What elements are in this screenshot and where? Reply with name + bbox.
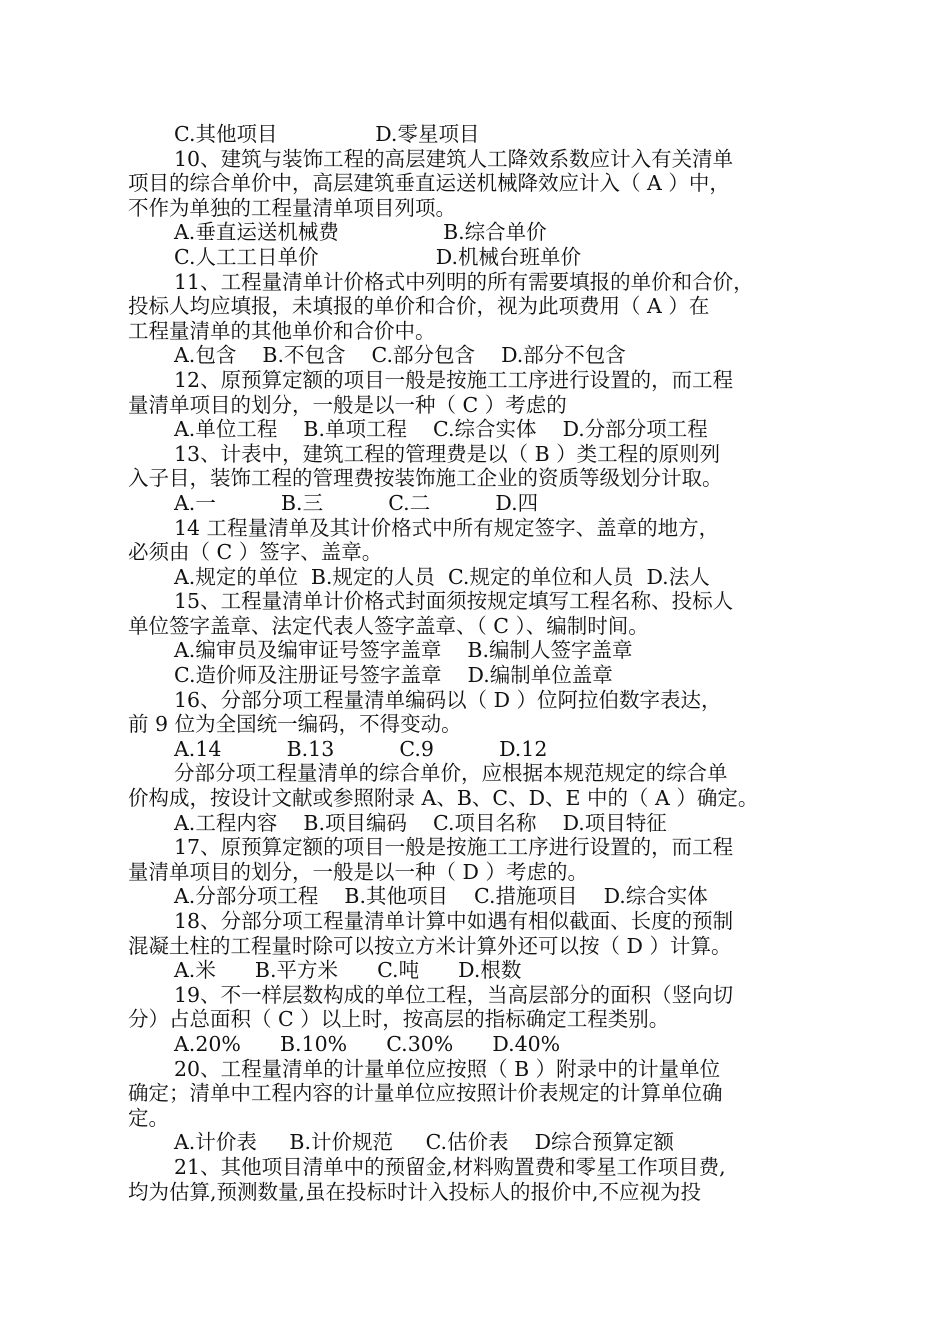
text-line: 17、原预算定额的项目一般是按施工工序进行设置的，而工程 xyxy=(174,835,734,860)
text-line: 10、建筑与装饰工程的高层建筑人工降效系数应计入有关清单 xyxy=(174,146,734,171)
text-line: 19、不一样层数构成的单位工程，当高层部分的面积（竖向切 xyxy=(174,982,734,1007)
text-line: 不作为单独的工程量清单项目列项。 xyxy=(128,195,456,220)
text-line: 14 工程量清单及其计价格式中所有规定签字、盖章的地方， xyxy=(174,515,720,540)
text-line: A.分部分项工程 B.其他项目 C.措施项目 D.综合实体 xyxy=(174,884,708,909)
text-line: A.一 B.三 C.二 D.四 xyxy=(174,490,539,515)
text-line: C.造价师及注册证号签字盖章 D.编制单位盖章 xyxy=(174,663,613,688)
text-line: 定。 xyxy=(128,1105,169,1130)
text-line: 混凝土柱的工程量时除可以按立方米计算外还可以按（ D ）计算。 xyxy=(128,933,732,958)
text-line: 价构成，按设计文献或参照附录 A、B、C、D、E 中的（ A ）确定。 xyxy=(128,786,759,811)
text-line: 必须由（ C ）签字、盖章。 xyxy=(128,540,383,565)
text-line: C.其他项目 D.零星项目 xyxy=(174,122,480,146)
text-line: A.计价表 B.计价规范 C.估价表 D综合预算定额 xyxy=(174,1130,675,1155)
text-line: A.20% B.10% C.30% D.40% xyxy=(174,1031,561,1056)
text-line: 量清单项目的划分，一般是以一种（ D ）考虑的。 xyxy=(128,859,588,884)
text-line: 11、工程量清单计价格式中列明的所有需要填报的单价和合价， xyxy=(174,269,754,294)
text-line: 21、其他项目清单中的预留金,材料购置费和零星工作项目费, xyxy=(174,1154,726,1179)
text-line: A.米 B.平方米 C.吨 D.根数 xyxy=(174,958,522,983)
text-line: C.人工工日单价 D.机械台班单价 xyxy=(174,244,581,269)
text-line: A.规定的单位 B.规定的人员 C.规定的单位和人员 D.法人 xyxy=(174,564,710,589)
text-line: 分）占总面积（ C ）以上时，按高层的指标确定工程类别。 xyxy=(128,1007,670,1032)
text-line: A.工程内容 B.项目编码 C.项目名称 D.项目特征 xyxy=(174,810,667,835)
text-line: 18、分部分项工程量清单计算中如遇有相似截面、长度的预制 xyxy=(174,909,734,933)
text-line: A.单位工程 B.单项工程 C.综合实体 D.分部分项工程 xyxy=(174,417,708,442)
text-line: 确定；清单中工程内容的计量单位应按照计价表规定的计算单位确 xyxy=(128,1081,723,1106)
text-line: 12、原预算定额的项目一般是按施工工序进行设置的，而工程 xyxy=(174,367,734,392)
text-line: 前 9 位为全国统一编码，不得变动。 xyxy=(128,712,462,737)
text-line: 量清单项目的划分，一般是以一种（ C ）考虑的 xyxy=(128,392,567,417)
text-line: 项目的综合单价中，高层建筑垂直运送机械降效应计入（ A ）中， xyxy=(128,171,730,196)
text-line: 均为估算,预测数量,虽在投标时计入投标人的报价中,不应视为投 xyxy=(128,1179,702,1204)
text-line: 投标人均应填报，未填报的单价和合价，视为此项费用（ A ）在 xyxy=(128,294,710,319)
text-line: A.包含 B.不包含 C.部分包含 D.部分不包含 xyxy=(174,343,626,368)
text-line: A.编审员及编审证号签字盖章 B.编制人签字盖章 xyxy=(174,638,633,663)
text-line: 单位签字盖章、法定代表人签字盖章、（ C ）、编制时间。 xyxy=(128,613,649,638)
text-line: A.14 B.13 C.9 D.12 xyxy=(174,736,548,761)
text-line: A.垂直运送机械费 B.综合单价 xyxy=(174,220,547,245)
text-line: 工程量清单的其他单价和合价中。 xyxy=(128,318,436,343)
text-line: 13、计表中，建筑工程的管理费是以（ B ）类工程的原则列 xyxy=(174,441,721,466)
text-line: 16、分部分项工程量清单编码以（ D ）位阿拉伯数字表达， xyxy=(174,687,722,712)
text-line: 入子目，装饰工程的管理费按装饰施工企业的资质等级划分计取。 xyxy=(128,466,723,491)
text-line: 20、工程量清单的计量单位应按照（ B ）附录中的计量单位 xyxy=(174,1056,721,1081)
text-line: 分部分项工程量清单的综合单价，应根据本规范规定的综合单 xyxy=(174,761,728,786)
text-line: 15、工程量清单计价格式封面须按规定填写工程名称、投标人 xyxy=(174,589,734,614)
document-page xyxy=(128,122,828,1204)
